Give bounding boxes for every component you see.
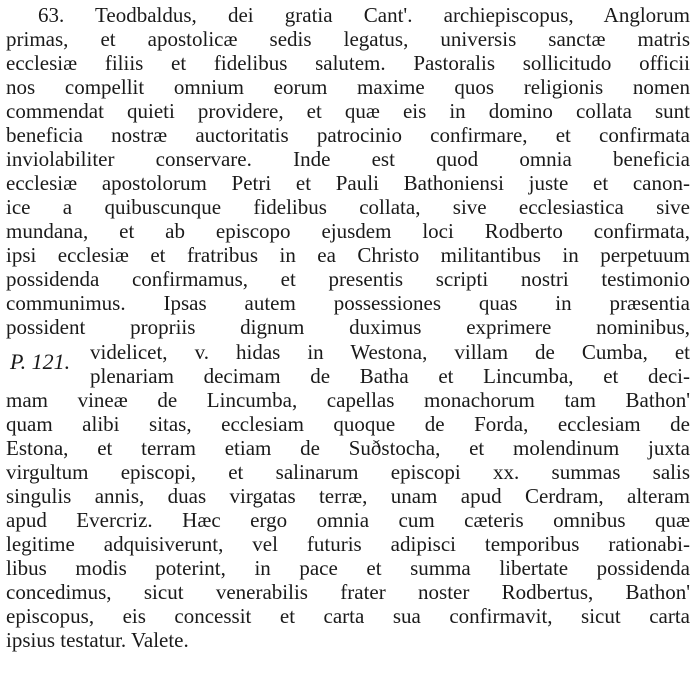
text-line: primas, et apostolicæ sedis legatus, universis sanctæ matris <box>6 27 690 51</box>
text-line: concedimus, sicut venerabilis frater noster Rodbertus, Bathon' <box>6 580 690 604</box>
text-line: inviolabiliter conservare. Inde est quod omnia beneficia <box>6 147 690 171</box>
text-line: episcopus, eis concessit et carta sua confirmavit, sicut carta <box>6 604 690 628</box>
text-line: communimus. Ipsas autem possessiones quas in præsentia <box>6 291 690 315</box>
text-line: 63. Teodbaldus, dei gratia Cant'. archiepiscopus, Anglorum <box>38 3 690 27</box>
text-line: quam alibi sitas, ecclesiam quoque de Forda, ecclesiam de <box>6 412 690 436</box>
text-line: commendat quieti providere, et quæ eis in domino collata sunt <box>6 99 690 123</box>
text-line: mundana, et ab episcopo ejusdem loci Rodberto confirmata, <box>6 219 690 243</box>
text-line: possident propriis dignum duximus exprimere nominibus, <box>6 315 690 339</box>
text-line: videlicet, v. hidas in Westona, villam de Cumba, et <box>90 340 690 364</box>
text-line: singulis annis, duas virgatas terræ, unam apud Cerdram, alteram <box>6 484 690 508</box>
text-line: legitime adquisiverunt, vel futuris adipisci temporibus rationabi- <box>6 532 690 556</box>
text-line: virgultum episcopi, et salinarum episcopi xx. summas salis <box>6 460 690 484</box>
text-line: possidenda confirmamus, et presentis scripti nostri testimonio <box>6 267 690 291</box>
text-line: ipsi ecclesiæ et fratribus in ea Christo militantibus in perpetuum <box>6 243 690 267</box>
text-line: libus modis poterint, in pace et summa libertate possidenda <box>6 556 690 580</box>
page-reference-note: P. 121. <box>10 349 71 374</box>
text-line: ecclesiæ apostolorum Petri et Pauli Bathoniensi juste et canon- <box>6 171 690 195</box>
text-line: ice a quibuscunque fidelibus collata, sive ecclesiastica sive <box>6 195 690 219</box>
text-line: mam vineæ de Lincumba, capellas monachorum tam Bathon' <box>6 388 690 412</box>
text-line: plenariam decimam de Batha et Lincumba, et deci- <box>90 364 690 388</box>
text-line: ipsius testatur. Valete. <box>6 628 189 652</box>
text-line: beneficia nostræ auctoritatis patrocinio confirmare, et confirmata <box>6 123 690 147</box>
text-line: nos compellit omnium eorum maxime quos religionis nomen <box>6 75 690 99</box>
text-line: ecclesiæ filiis et fidelibus salutem. Pastoralis sollicitudo officii <box>6 51 690 75</box>
text-line: Estona, et terram etiam de Suðstocha, et molendinum juxta <box>6 436 690 460</box>
text-line: apud Evercriz. Hæc ergo omnia cum cæteris omnibus quæ <box>6 508 690 532</box>
